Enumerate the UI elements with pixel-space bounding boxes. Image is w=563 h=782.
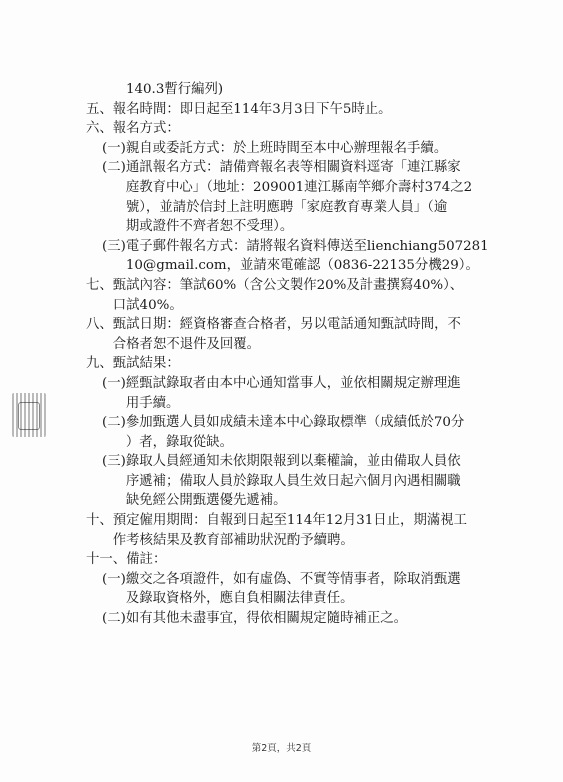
page-footer: 第2頁，共2頁: [251, 743, 312, 754]
section-item: [86, 550, 506, 570]
subsection-text-line: 通訊報名方式：請備齊報名表等相關資料逕寄「連江縣家: [125, 160, 461, 176]
subsection-number: (一): [102, 140, 126, 156]
subsection-text-line: ）者，錄取從缺。: [125, 434, 233, 450]
subsection-item: [86, 158, 506, 236]
section-text: [113, 354, 506, 374]
section-item: [86, 276, 506, 315]
section-item: [86, 354, 506, 374]
section-item: [86, 315, 506, 354]
section-number: 七、: [86, 277, 113, 293]
continued-line: 140.3暫行編列): [126, 82, 224, 97]
section-text: [113, 511, 506, 550]
subsection-text-line: 電子郵件報名方式：請將報名資料傳送至lienchiang507281: [125, 238, 489, 254]
subsection-item: [86, 237, 506, 276]
subsection-text-line: 缺免經公開甄選優先遞補。: [125, 493, 287, 509]
subsection-text: [126, 158, 472, 236]
section-number: 十一、: [86, 552, 127, 568]
section-text-line: 報名時間：即日起至114年3月3日下午5時止。: [112, 101, 392, 117]
subsection-text-line: 序遞補；備取人員於錄取人員生效日起六個月內遇相關職: [125, 473, 461, 489]
section-number: 六、: [86, 121, 113, 137]
section-text-line: 甄試日期：經資格審查合格者，另以電話通知甄試時間，不: [112, 317, 461, 333]
section-text-line: 預定僱用期間：自報到日起至114年12月31日止，期滿視工: [112, 513, 468, 529]
document-body: [86, 80, 506, 629]
section-text-line: 備註：: [126, 552, 167, 568]
subsection-text: [126, 570, 461, 609]
subsection-text-line: 參加甄選人員如成績未達本中心錄取標準（成績低於70分: [125, 415, 465, 431]
subsection-text-line: 親自或委託方式：於上班時間至本中心辦理報名手續。: [125, 140, 448, 156]
subsection-number: (一): [102, 375, 126, 391]
subsection-number: (一): [102, 571, 126, 587]
subsection-number: (三): [102, 454, 126, 470]
subsection-text: [126, 413, 464, 452]
section-text: [126, 550, 506, 570]
section-text-line: 甄試內容：筆試60%（含公文製作20%及計畫撰寫40%）、: [112, 277, 464, 293]
section-text: [113, 276, 506, 315]
subsection-number: (二): [102, 415, 126, 431]
subsection-number: (二): [102, 160, 126, 176]
subsection-text-line: 經甄試錄取者由本中心通知當事人，並依相關規定辦理進: [125, 375, 461, 391]
section-item: [86, 100, 506, 120]
section-text-line: 報名方式：: [112, 121, 180, 137]
subsection-item: [86, 570, 506, 609]
subsection-number: (二): [102, 611, 126, 627]
subsection-text-line: 如有其他未盡事宜，得依相關規定隨時補正之。: [125, 611, 408, 627]
section-item: [86, 119, 506, 139]
subsection-item: [86, 452, 506, 511]
subsection-item: [86, 413, 506, 452]
subsection-text-line: 錄取人員經通知未依期限報到以棄權論，並由備取人員依: [125, 454, 461, 470]
section-number: 五、: [86, 101, 113, 117]
section-text-line: 作考核結果及教育部補助狀況酌予續聘。: [112, 532, 354, 548]
section-text: [113, 315, 506, 354]
subsection-text-line: 期或證件不齊者恕不受理）。: [125, 219, 294, 235]
subsection-text-line: 及錄取資格外，應自負相關法律責任。: [125, 591, 354, 607]
subsection-text-line: 庭教育中心」（地址：209001連江縣南竿鄉介壽村374之2: [125, 179, 473, 195]
seal-stamp-mark: [18, 402, 40, 430]
section-number: 八、: [86, 317, 113, 333]
section-number: 十、: [86, 513, 113, 529]
section-item: [86, 511, 506, 550]
subsection-text-line: 號），並請於信封上註明應聘「家庭教育專業人員」（逾: [125, 199, 448, 215]
subsection-text-line: 用手續。: [125, 395, 180, 411]
section-number: 九、: [86, 356, 113, 372]
subsection-item: [86, 139, 506, 159]
subsection-text-line: 10@gmail.com，並請來電確認（0836-22135分機29）。: [125, 258, 479, 274]
section-text: [113, 119, 506, 139]
subsection-text: [126, 139, 447, 159]
subsection-item: [86, 609, 506, 629]
section-text-line: 口試40%。: [112, 297, 183, 313]
subsection-text-line: 繳交之各項證件，如有虛偽、不實等情事者，除取消甄選: [125, 571, 461, 587]
section-text-line: 甄試結果：: [112, 356, 180, 372]
subsection-text: [126, 374, 461, 413]
subsection-text: [126, 452, 461, 511]
section-text: [113, 100, 506, 120]
section-text-line: 合格者恕不退件及回覆。: [112, 336, 261, 352]
subsection-text: [126, 609, 407, 629]
subsection-item: [86, 374, 506, 413]
subsection-number: (三): [102, 238, 126, 254]
subsection-text: [126, 237, 489, 276]
